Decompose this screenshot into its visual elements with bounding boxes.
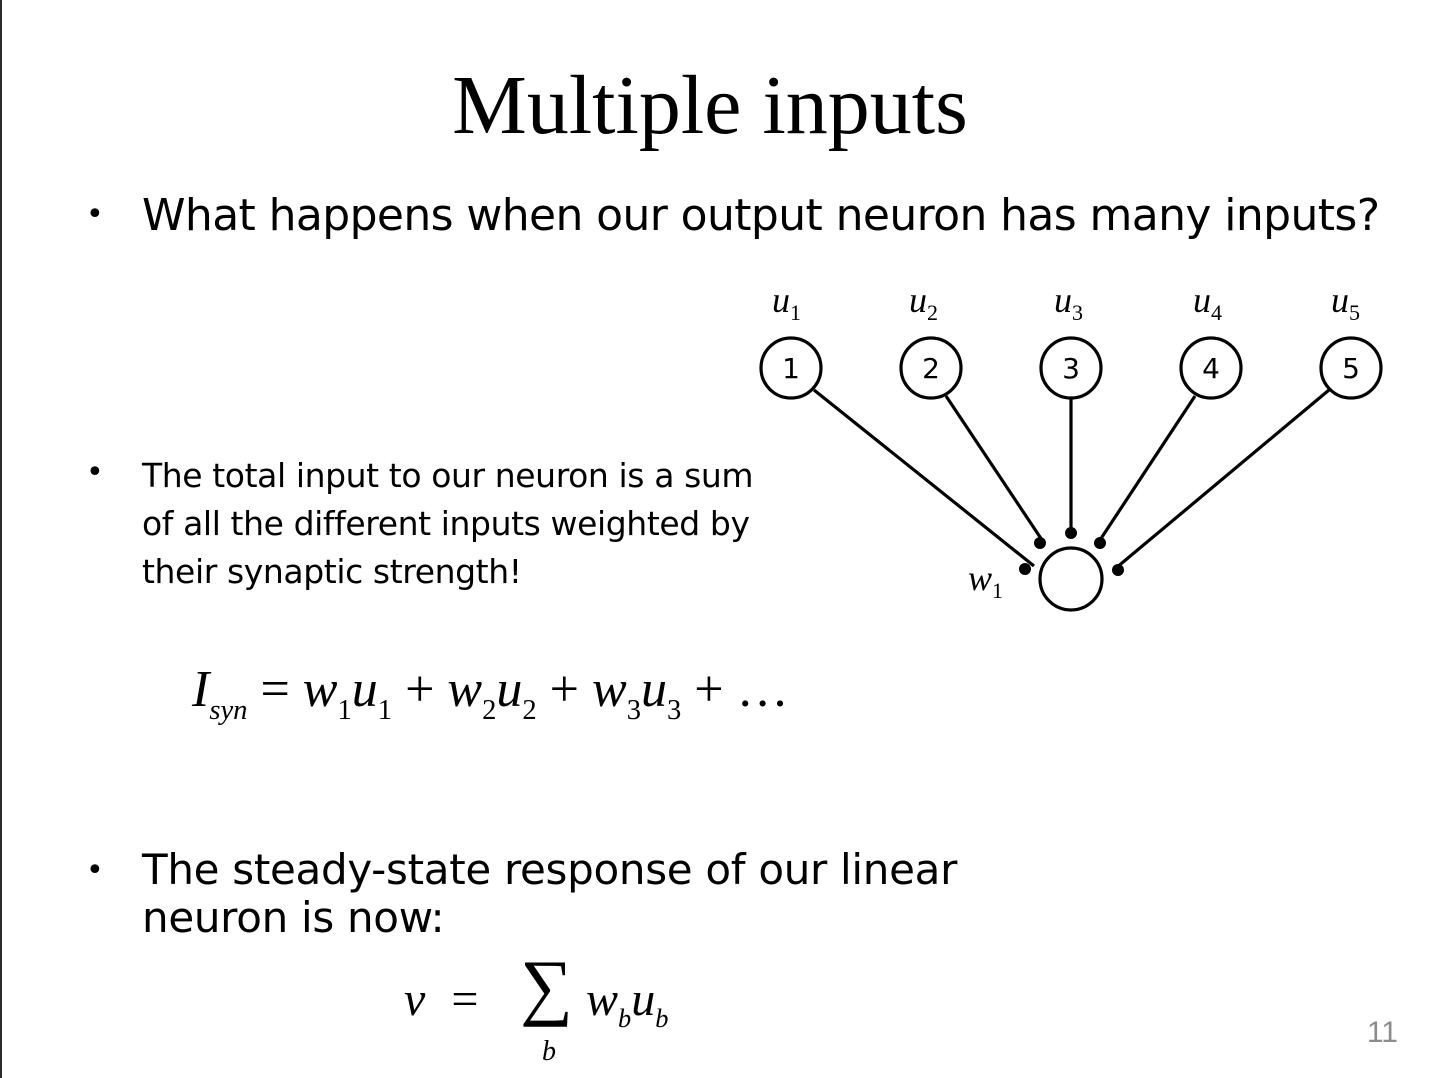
synapse-5 — [1112, 564, 1124, 576]
input-node-1-number: 1 — [782, 352, 800, 385]
bullet-2-line-2: of all the different inputs weighted by — [142, 504, 750, 543]
eq1-w1: w — [302, 661, 338, 718]
eq1-u3-sub: 3 — [666, 694, 682, 726]
eq1-w1-sub: 1 — [337, 694, 352, 726]
bullet-3-line-2: neuron is now: — [142, 893, 445, 942]
input-label-2: u2 — [909, 280, 938, 325]
eq2-equals: = — [451, 973, 479, 1026]
page-number: 11 — [1366, 1016, 1398, 1049]
bullet-1-text: What happens when our output neuron has many inputs? — [142, 190, 1380, 241]
eq1-u2: u — [496, 661, 523, 718]
synapse-4 — [1094, 537, 1106, 549]
eq2-u-sub: b — [655, 1002, 669, 1033]
input-label-4: u4 — [1193, 280, 1222, 325]
eq2-u: u — [631, 973, 656, 1026]
eq1-u1: u — [351, 661, 378, 718]
eq2-w-sub: b — [618, 1002, 632, 1033]
eq1-I-sub: syn — [209, 694, 248, 726]
summation-index: b — [542, 1036, 556, 1067]
eq1-equals: = — [260, 661, 290, 718]
eq1-w2-sub: 2 — [482, 694, 497, 726]
eq1-u1-sub: 1 — [377, 694, 393, 726]
slide-title: Multiple inputs — [452, 59, 968, 152]
eq2-w: w — [586, 973, 619, 1026]
eq1-plus-3: + — [694, 661, 724, 718]
bullet-2-dot: • — [86, 455, 104, 490]
eq1-I: I — [192, 661, 210, 718]
connection-2 — [946, 396, 1042, 540]
eq1-u2-sub: 2 — [522, 694, 537, 726]
synapse-2 — [1034, 537, 1046, 549]
bullet-2-line-1: The total input to our neuron is a sum — [142, 456, 754, 495]
bullet-3-dot: • — [86, 853, 104, 888]
bullet-2-line-3: their synaptic strength! — [142, 552, 522, 591]
eq1-w3-sub: 3 — [626, 694, 641, 726]
eq1-u3: u — [640, 661, 667, 718]
connection-5 — [1116, 390, 1329, 568]
input-node-4-number: 4 — [1202, 352, 1220, 385]
connection-4 — [1100, 396, 1195, 540]
eq2-v: v — [404, 973, 426, 1026]
input-label-1: u1 — [772, 280, 801, 325]
output-neuron — [1040, 548, 1102, 610]
bullet-3-line-1: The steady-state response of our linear — [142, 845, 958, 894]
summation-sign: ∑ — [520, 946, 573, 1028]
synapse-3 — [1065, 527, 1077, 539]
weight-label: w1 — [968, 558, 1004, 603]
eq1-plus-1: + — [405, 661, 435, 718]
input-label-3: u3 — [1054, 280, 1083, 325]
input-node-3-number: 3 — [1062, 352, 1080, 385]
input-node-2-number: 2 — [922, 352, 940, 385]
input-node-5-number: 5 — [1342, 352, 1360, 385]
eq1-w2: w — [447, 661, 483, 718]
eq1-w3: w — [592, 661, 627, 718]
input-label-5: u5 — [1331, 280, 1360, 325]
eq1-plus-2: + — [549, 661, 579, 718]
bullet-1-dot: • — [86, 197, 104, 232]
eq1-ellipsis: … — [736, 661, 789, 718]
synapse-1 — [1019, 563, 1031, 575]
